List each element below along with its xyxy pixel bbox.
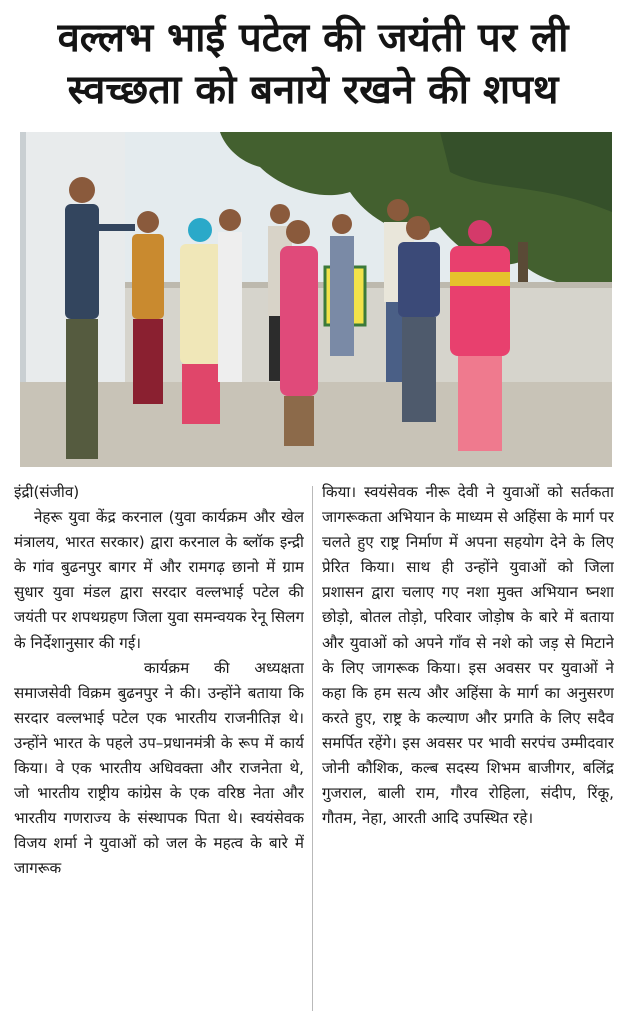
article-column-right (322, 480, 614, 1020)
article-column-left (14, 480, 304, 1020)
person-6 (280, 220, 318, 446)
headline-line-1: वल्लभ भाई पटेल की जयंती पर ली (57, 15, 569, 61)
terrace-floor (20, 382, 612, 467)
column-divider (312, 486, 313, 1011)
person-10 (450, 220, 510, 451)
person-2 (132, 211, 164, 404)
headline (0, 12, 626, 116)
person-4 (218, 209, 242, 382)
person-3 (180, 218, 222, 424)
article-paragraph-1: नेहरू युवा केंद्र करनाल (युवा कार्यक्रम और खेल मंत्रालय, भारत सरकार) द्वारा करनाल के ब्लॉक इन्द्री के गांव बुढनपुर बागर में और रामगढ़ छानो में ग्राम सुधार युवा मंडल द्वारा सरदार वल्लभाई पटेल की जयंती पर शपथग्रहण जिला युवा समन्वयक रेनू सिलग के निर्देशानुसार की गई। (14, 508, 304, 652)
article-paragraph-2: कार्यक्रम की अध्यक्षता समाजसेवी विक्रम बुढनपुर ने की। उन्होंने बताया कि सरदार वल्लभाई पटेल एक भारतीय राजनीतिज्ञ थे। उन्होंने भारत के पहले उप–प्रधानमंत्री के रूप में कार्य किया। वे एक भारतीय अधिवक्ता और राजनेता थे, जो भारतीय राष्ट्रीय कांग्रेस के एक वरिष्ठ नेता और भारतीय गणराज्य के संस्थापक पिता थे। स्वयंसेवक विजय शर्मा ने युवाओं को जल के महत्व के बारे में जागरूक (14, 658, 304, 878)
dateline: इंद्री(संजीव) (14, 483, 80, 501)
person-9 (398, 216, 440, 422)
news-photo (20, 132, 612, 467)
building-edge (20, 132, 26, 382)
photo-illustration (20, 132, 612, 467)
article-paragraph-3: किया। स्वयंसेवक नीरू देवी ने युवाओं को सर्तकता जागरूकता अभियान के माध्यम से अहिंसा के मार्ग पर चलते हुए राष्ट्र निर्माण में अपना सहयोग देने के लिए प्रेरित किया। साथ ही उन्होंने युवाओं को जिला प्रशासन द्वारा चलाए गए नशा मुक्त अभियान ष्नशा छोड़ो, बोतल तोड़ो, परिवार जोड़ोष के बारे में बताया और युवाओं को अपने गाँव से नशे को जड़ से मिटाने के लिए जागरूक किया। इस अवसर पर युवाओं ने कहा कि हम सत्य और अहिंसा के मार्ग का अनुसरण करते हुए, राष्ट्र के कल्याण और प्रगति के लिए सदैव समर्पित रहेंगे। इस अवसर पर भावी सरपंच उम्मीदवार जोनी कौशिक, कल्ब सदस्य शिभम बाजीगर, बलिंद्र गुजराल, बाली राम, गौरव रोहिला, संदीप, रिंकू, गौतम, नेहा, आरती आदि उपस्थित रहे। (322, 483, 614, 828)
headline-line-2: स्वच्छता को बनाये रखने की शपथ (67, 67, 559, 113)
